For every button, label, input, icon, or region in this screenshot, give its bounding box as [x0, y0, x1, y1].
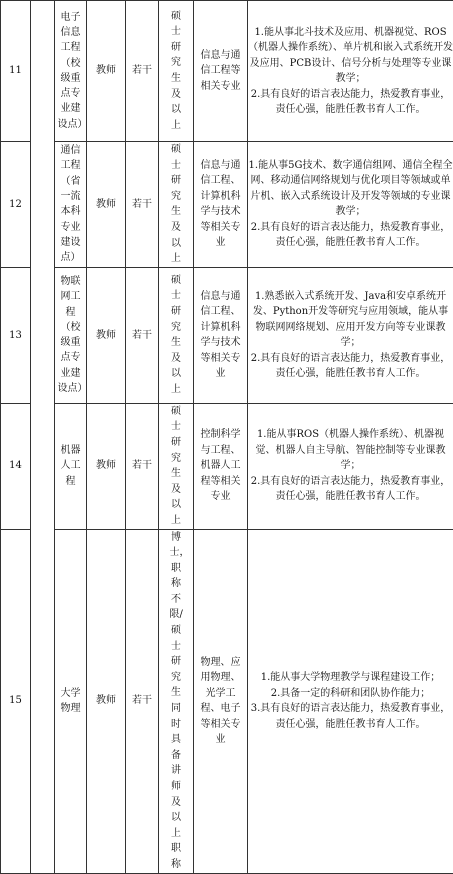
requirement-line: 1.能从事北斗技术及应用、机器视觉、ROS（机器人操作系统）、单片机和嵌入式系统开发及应用、PCB设计、信号分析与处理等专业课教学； [248, 25, 453, 87]
majors-req-cell [194, 142, 248, 268]
requirement-line: 1.能从事大学物理教学与课程建设工作； [248, 670, 453, 686]
count-cell: 若干 [126, 403, 159, 529]
row-index: 11 [1, 1, 31, 142]
count-cell: 若干 [126, 529, 159, 873]
degree-cell [159, 267, 194, 403]
degree-cell [159, 1, 194, 142]
majors-req-cell [194, 1, 248, 142]
merged-blank-cell [31, 1, 55, 874]
count-cell: 若干 [126, 1, 159, 142]
degree-text: 硕士研究生及以上 [170, 142, 183, 267]
requirements-cell [248, 267, 453, 403]
requirements-cell [248, 403, 453, 529]
position-cell: 教师 [87, 267, 126, 403]
position-cell: 教师 [87, 529, 126, 873]
row-index: 13 [1, 267, 31, 403]
row-index: 14 [1, 403, 31, 529]
position-cell: 教师 [87, 142, 126, 268]
degree-text: 博士，职称不限/硕士研究生同时具备讲师及以上职称 [170, 530, 183, 873]
degree-text: 硕士研究生及以上 [170, 9, 183, 134]
major-name: 大学物理 [59, 686, 83, 717]
table-row [1, 267, 453, 403]
requirement-line: 2.具有良好的语言表达能力，热爱教育事业，责任心强，能胜任教书育人工作。 [248, 87, 453, 118]
major-cell [55, 403, 87, 529]
majors-req-cell [194, 267, 248, 403]
majors-req-text: 信息与通信工程等相关专业 [197, 48, 245, 95]
requirements-cell [248, 529, 453, 873]
majors-req-text: 信息与通信工程、计算机科学与技术等相关专业 [197, 158, 245, 251]
degree-text: 硕士研究生及以上 [170, 273, 183, 398]
requirement-line: 2.具有良好的语言表达能力，热爱教育事业，责任心强，能胜任教书育人工作。 [248, 474, 453, 505]
requirement-line: 1.能从事5G技术、数字通信组网、通信全程全网、移动通信网络规划与优化项目等领域或单片机、嵌入式系统设计及开发等领域的专业课教学； [248, 158, 453, 220]
requirements-cell [248, 1, 453, 142]
requirement-line: 1.能从事ROS（机器人操作系统）、机器视觉、机器人自主导航、智能控制等专业课教学； [248, 427, 453, 474]
degree-text: 硕士研究生及以上 [170, 404, 183, 529]
majors-req-cell [194, 403, 248, 529]
majors-req-cell [194, 529, 248, 873]
degree-cell [159, 403, 194, 529]
requirement-line: 2.具有良好的语言表达能力，热爱教育事业，责任心强，能胜任教书育人工作。 [248, 220, 453, 251]
major-cell [55, 529, 87, 873]
majors-req-text: 控制科学与工程、机器人工程等相关专业 [197, 427, 245, 505]
count-cell: 若干 [126, 142, 159, 268]
table-row [1, 142, 453, 268]
majors-req-text: 物理、应用物理、光学工程、电子等相关专业 [197, 655, 245, 748]
count-cell: 若干 [126, 267, 159, 403]
requirement-line: 1.熟悉嵌入式系统开发、Java和安卓系统开发、Python开发等研究与应用领域，能从事物联网网络规划、应用开发方向等专业课教学； [248, 289, 453, 351]
major-name: 通信工程（省一流本科专业建设点） [58, 143, 84, 265]
requirements-cell [248, 142, 453, 268]
requirement-line: 2.具有良好的语言表达能力，热爱教育事业，责任心强，能胜任教书育人工作。 [248, 351, 453, 382]
major-cell [55, 1, 87, 142]
table-row [1, 403, 453, 529]
degree-cell [159, 529, 194, 873]
position-cell: 教师 [87, 403, 126, 529]
position-cell: 教师 [87, 1, 126, 142]
major-name: 电子信息工程（校级重点专业建设点） [58, 10, 84, 132]
degree-cell [159, 142, 194, 268]
major-name: 物联网工程（校级重点专业建设点） [58, 274, 84, 396]
major-cell [55, 142, 87, 268]
requirement-line: 3.具有良好的语言表达能力，热爱教育事业，责任心强，能胜任教书育人工作。 [248, 701, 453, 732]
major-cell [55, 267, 87, 403]
row-index: 12 [1, 142, 31, 268]
table-row [1, 529, 453, 873]
table-row [1, 1, 453, 142]
row-index: 15 [1, 529, 31, 873]
majors-req-text: 信息与通信工程、计算机科学与技术等相关专业 [197, 289, 245, 382]
major-name: 机器人工程 [58, 443, 84, 489]
requirement-line: 2.具备一定的科研和团队协作能力； [248, 686, 453, 702]
